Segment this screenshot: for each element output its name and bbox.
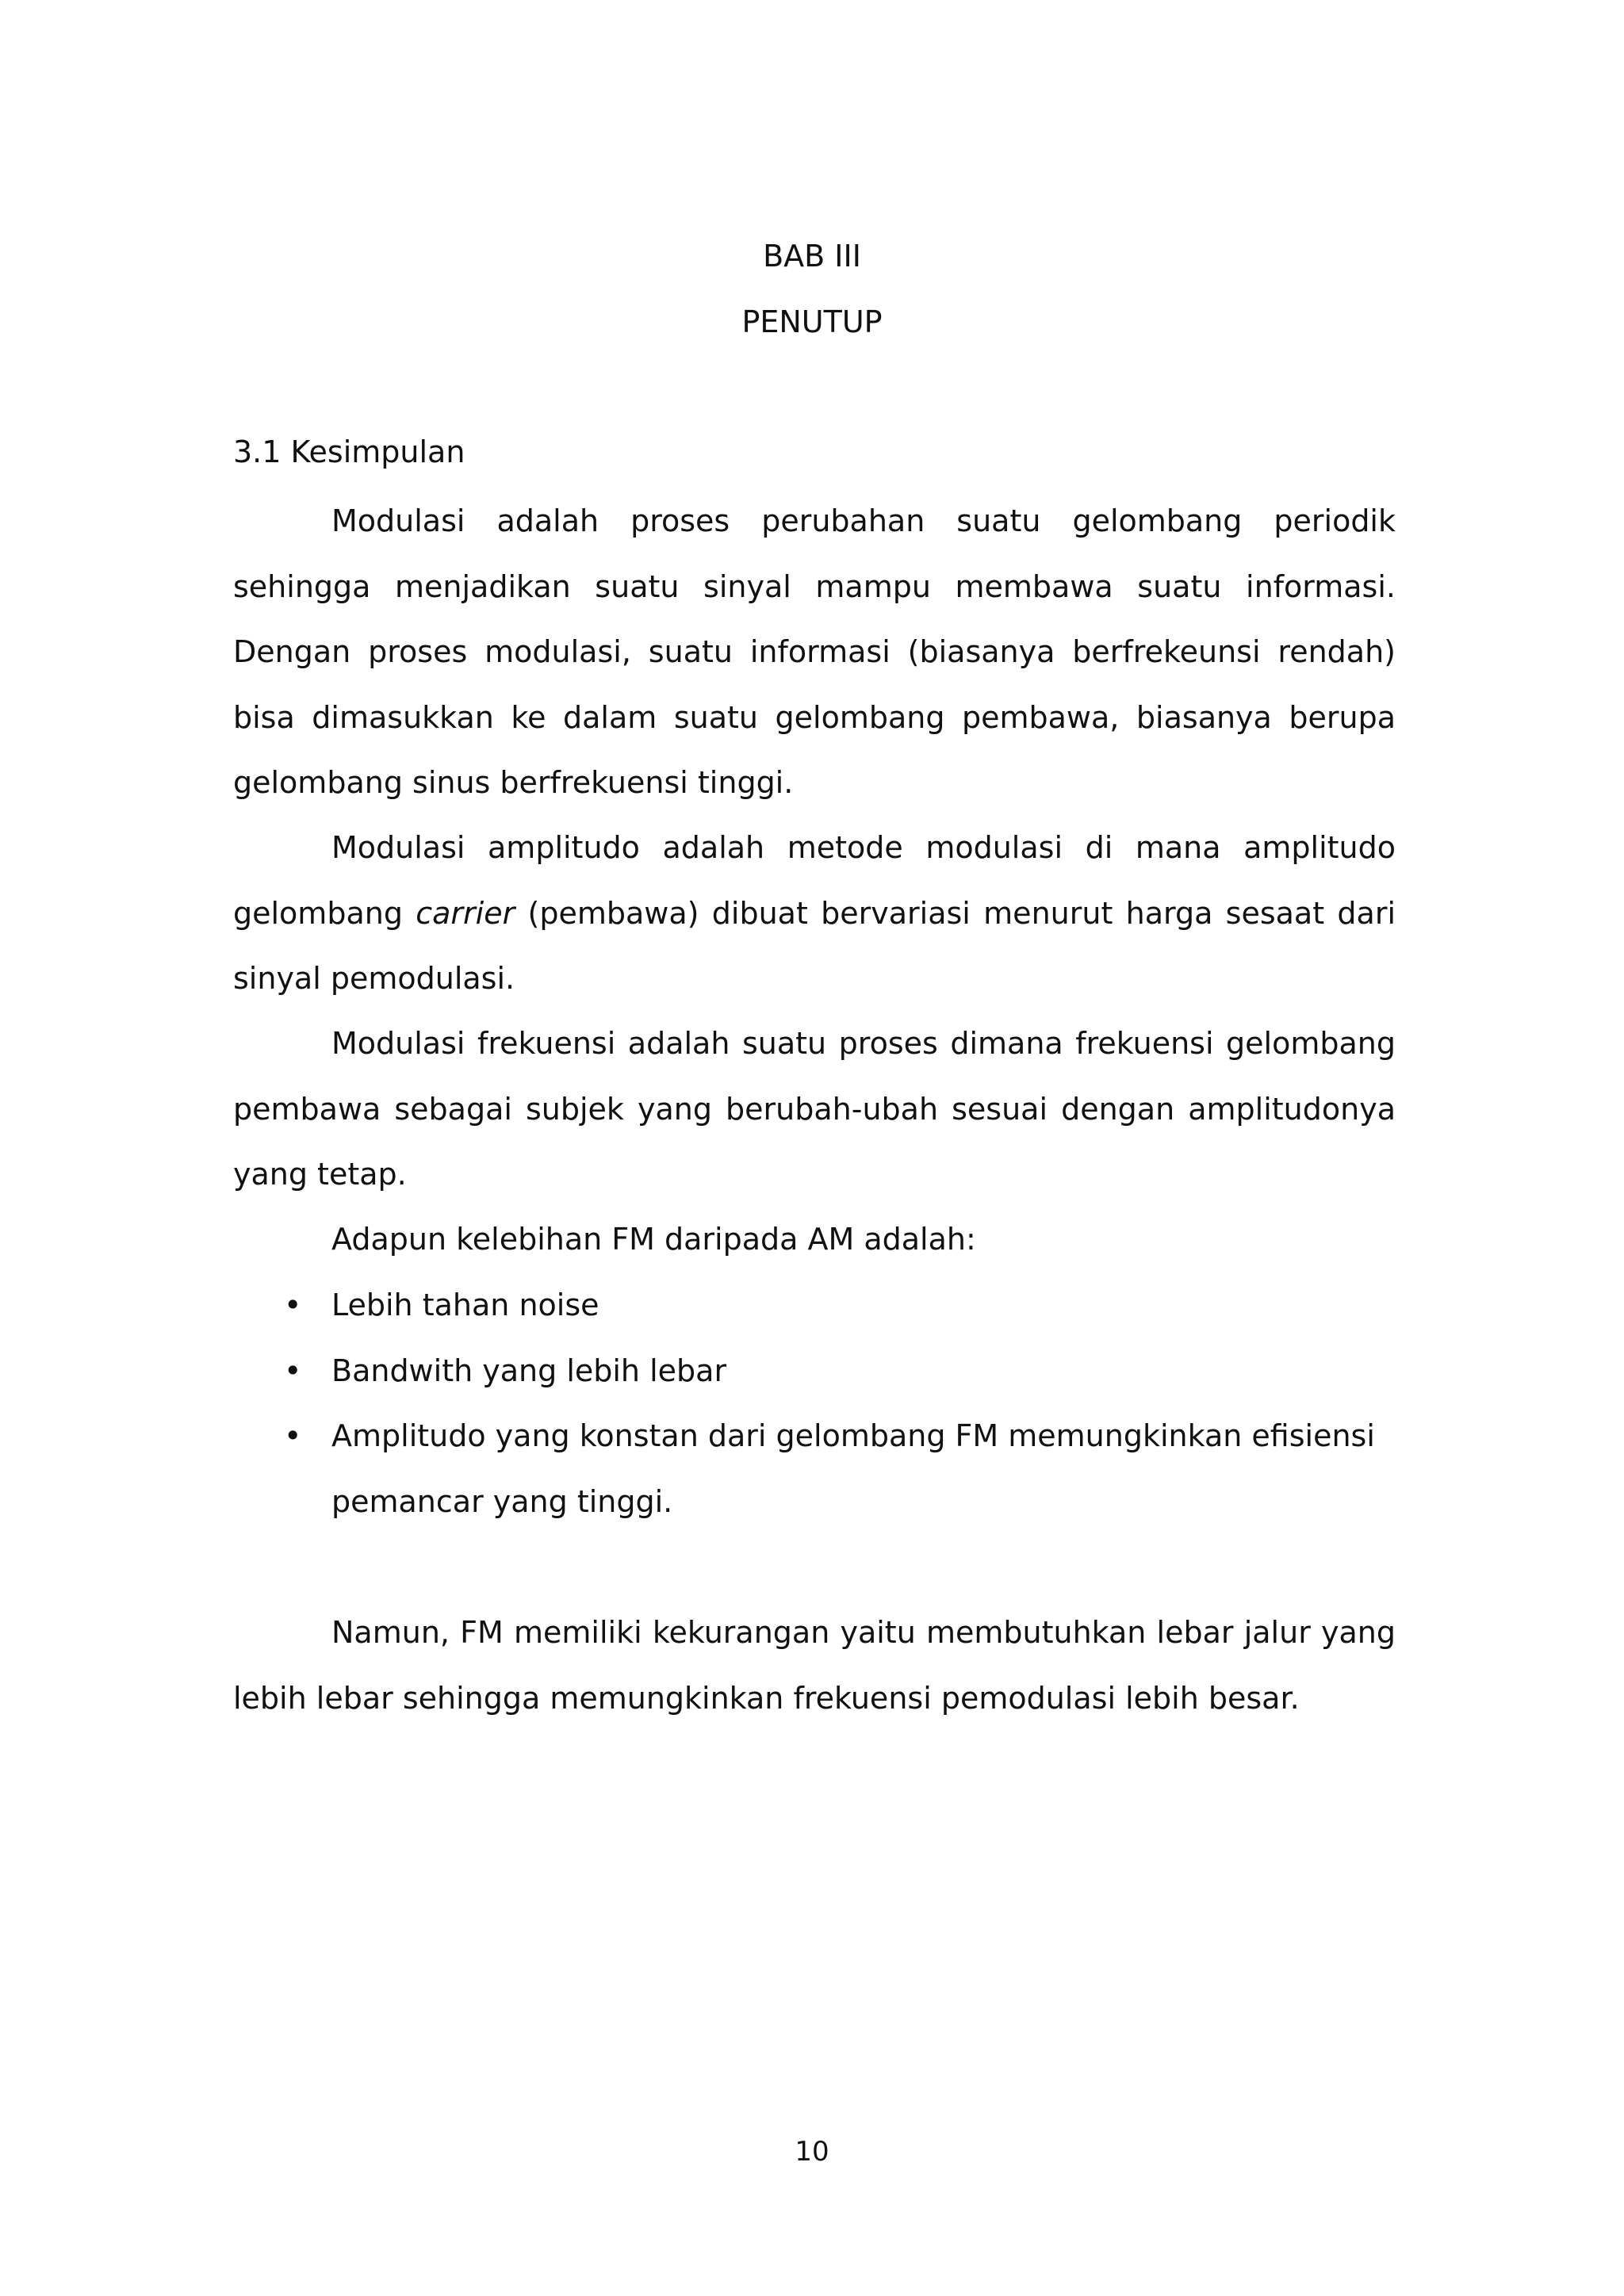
paragraph-segment: (pembawa) dibuat bervariasi menurut harga sesaat dari sinyal pemodulasi. <box>233 895 1396 996</box>
paragraph-segment: Adapun kelebihan FM daripada AM adalah: <box>331 1222 976 1257</box>
section-heading: 3.1 Kesimpulan <box>233 434 465 469</box>
paragraph-kekurangan <box>233 1600 1396 1731</box>
bullet-icon: • <box>284 1353 302 1388</box>
list-item <box>233 1338 1396 1404</box>
paragraph-kelebihan-intro <box>233 1207 1396 1272</box>
list-item-text: Amplitudo yang konstan dari gelombang FM memungkinkan efisiensi pemancar yang tinggi. <box>331 1418 1375 1519</box>
paragraph-segment: Modulasi adalah proses perubahan suatu gelombang periodik sehingga menjadikan suatu sinyal mampu membawa suatu informasi. Dengan proses modulasi, suatu informasi (biasanya berfrekeunsi rendah) bisa dimasukkan ke dalam suatu gelombang pembawa, biasanya berupa gelombang sinus berfrekuensi tinggi. <box>233 503 1396 800</box>
paragraph-text <box>233 488 1396 816</box>
page-number: 10 <box>795 2136 829 2168</box>
list-item-text: Lebih tahan noise <box>331 1288 599 1322</box>
list-item-text: Bandwith yang lebih lebar <box>331 1353 727 1388</box>
paragraph-modulasi-amplitudo <box>233 815 1396 1012</box>
chapter-title: PENUTUP <box>741 304 883 339</box>
advantages-list <box>233 1272 1396 1534</box>
bullet-icon: • <box>284 1418 302 1453</box>
paragraph-modulasi <box>233 488 1396 816</box>
paragraph-segment: Namun, FM memiliki kekurangan yaitu membutuhkan lebar jalur yang lebih lebar sehingga memungkinkan frekuensi pemodulasi lebih besar. <box>233 1615 1396 1716</box>
paragraph-text <box>233 1011 1396 1207</box>
paragraph-segment: Modulasi frekuensi adalah suatu proses dimana frekuensi gelombang pembawa sebagai subjek yang berubah-ubah sesuai dengan amplitudonya yang tetap. <box>233 1026 1396 1192</box>
chapter-label: BAB III <box>763 239 861 274</box>
paragraph-modulasi-frekuensi <box>233 1011 1396 1207</box>
paragraph-text <box>233 815 1396 1012</box>
bullet-icon: • <box>284 1288 302 1322</box>
list-item <box>233 1403 1396 1534</box>
paragraph-text <box>233 1207 1396 1272</box>
paragraph-segment: Modulasi amplitudo adalah metode modulasi di mana amplitudo gelombang <box>233 830 1396 931</box>
list-item <box>233 1272 1396 1338</box>
italic-term-carrier: carrier <box>416 895 515 931</box>
paragraph-text <box>233 1600 1396 1731</box>
